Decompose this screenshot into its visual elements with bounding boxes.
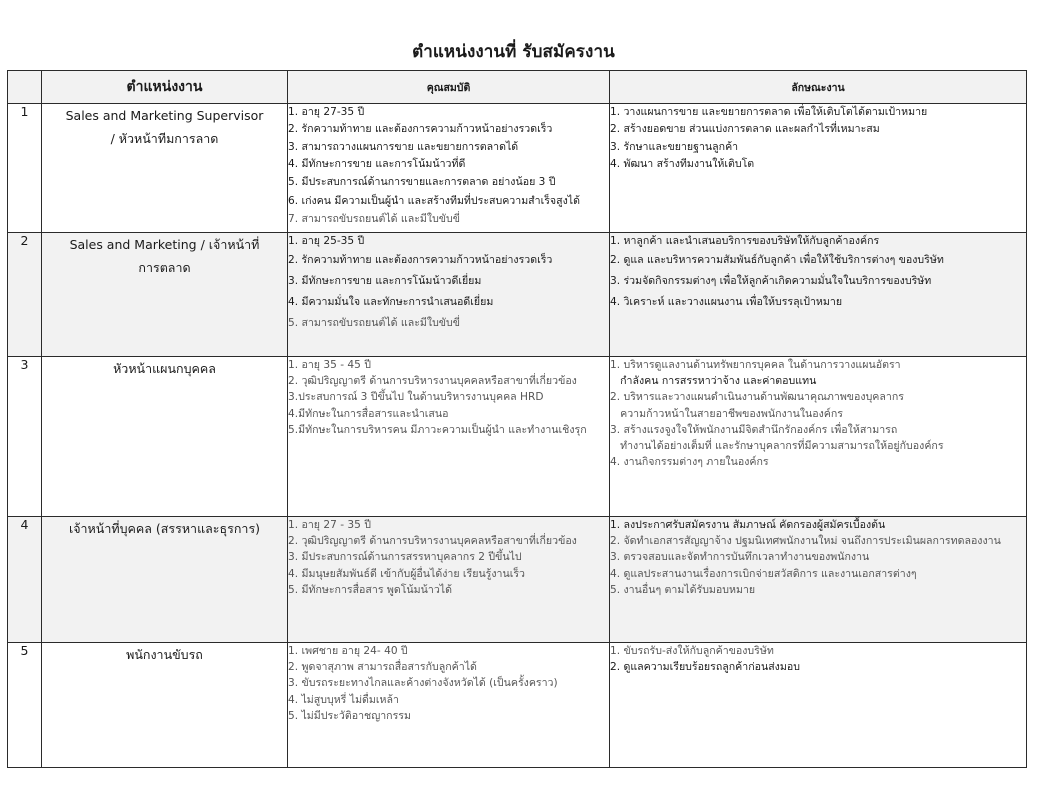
qualification-item: 5.มีทักษะในการบริหารคน มีภาวะความเป็นผู้นำ และทำงานเชิงรุก bbox=[288, 423, 587, 436]
description-cell bbox=[610, 517, 1027, 643]
description-item: 4. พัฒนา สร้างทีมงานให้เติบโต bbox=[610, 158, 755, 171]
description-cell bbox=[610, 643, 1027, 768]
table-row bbox=[8, 517, 1027, 643]
qualification-item: 1. อายุ 27 - 35 ปี bbox=[288, 519, 371, 531]
position-cell bbox=[42, 357, 288, 517]
description-cell bbox=[610, 233, 1027, 357]
position-cell bbox=[42, 643, 288, 768]
qualification-item: 5. สามารถขับรถยนต์ได้ และมีใบขับขี่ bbox=[288, 316, 460, 329]
qualification-item: 2. พูดจาสุภาพ สามารถสื่อสารกับลูกค้าได้ bbox=[288, 661, 477, 674]
table-header-row bbox=[8, 71, 1027, 104]
qualification-item: 2. รักความท้าทาย และต้องการความก้าวหน้าอย่างรวดเร็ว bbox=[288, 123, 553, 136]
qualification-item: 4.มีทักษะในการสื่อสารและนำเสนอ bbox=[288, 407, 449, 420]
position-title-line: Sales and Marketing Supervisor bbox=[65, 108, 264, 123]
description-item: ความก้าวหน้าในสายอาชีพของพนักงานในองค์กร bbox=[610, 407, 843, 420]
qualification-item: 1. อายุ 27-35 ปี bbox=[288, 106, 365, 118]
qualification-item: 3. ขับรถระยะทางไกลและค้างต่างจังหวัดได้ (เป็นครั้งคราว) bbox=[288, 677, 558, 690]
description-item: 1. ขับรถรับ-ส่งให้กับลูกค้าของบริษัท bbox=[610, 645, 774, 657]
qualifications-cell bbox=[288, 104, 610, 233]
description-item: 2. บริหารและวางแผนดำเนินงานด้านพัฒนาคุณภาพของบุคลากร bbox=[610, 391, 904, 404]
description-item: 2. ดูแลความเรียบร้อยรถลูกค้าก่อนส่งมอบ bbox=[610, 661, 800, 674]
header-position: ตำแหน่งงาน bbox=[42, 71, 288, 104]
description-item: 3. ร่วมจัดกิจกรรมต่างๆ เพื่อให้ลูกค้าเกิดความมั่นใจในบริการของบริษัท bbox=[610, 275, 932, 288]
header-description: ลักษณะงาน bbox=[610, 71, 1027, 104]
qualifications-cell bbox=[288, 517, 610, 643]
qualification-item: 5. มีประสบการณ์ด้านการขายและการตลาด อย่างน้อย 3 ปี bbox=[288, 175, 556, 188]
position-title-line: / หัวหน้าทีมการลาด bbox=[110, 131, 219, 146]
table-row bbox=[8, 104, 1027, 233]
qualification-item: 5. มีทักษะการสื่อสาร พูดโน้มน้าวได้ bbox=[288, 583, 453, 596]
position-cell bbox=[42, 104, 288, 233]
qualification-item: 4. มีความมั่นใจ และทักษะการนำเสนอดีเยี่ยม bbox=[288, 295, 494, 308]
qualification-item: 1. อายุ 35 - 45 ปี bbox=[288, 359, 371, 371]
row-number: 1 bbox=[8, 104, 42, 233]
qualification-item: 4. ไม่สูบบุหรี่ ไม่ดื่มเหล้า bbox=[288, 693, 399, 706]
description-item: 1. บริหารดูแลงานด้านทรัพยากรบุคคล ในด้านการวางแผนอัตรา bbox=[610, 359, 901, 371]
row-number: 2 bbox=[8, 233, 42, 357]
description-item: 4. วิเคราะห์ และวางแผนงาน เพื่อให้บรรลุเป้าหมาย bbox=[610, 295, 843, 308]
description-item: 2. สร้างยอดขาย ส่วนแบ่งการตลาด และผลกำไรที่เหมาะสม bbox=[610, 123, 880, 136]
position-title-line: การตลาด bbox=[138, 260, 191, 275]
description-item: 1. ลงประกาศรับสมัครงาน สัมภาษณ์ คัดกรองผู้สมัครเบื้องต้น bbox=[610, 519, 886, 531]
description-item: 3. รักษาและขยายฐานลูกค้า bbox=[610, 140, 739, 153]
row-number: 5 bbox=[8, 643, 42, 768]
qualification-item: 3. สามารถวางแผนการขาย และขยายการตลาดได้ bbox=[288, 140, 519, 153]
qualifications-cell bbox=[288, 643, 610, 768]
description-item: กำลังคน การสรรหาว่าจ้าง และค่าตอบแทน bbox=[610, 375, 817, 388]
description-item: 3. ตรวจสอบและจัดทำการบันทึกเวลาทำงานของพนักงาน bbox=[610, 551, 870, 564]
qualification-item: 5. ไม่มีประวัติอาชญากรรม bbox=[288, 709, 411, 722]
qualification-item: 3.ประสบการณ์ 3 ปีขึ้นไป ในด้านบริหารงานบุคคล HRD bbox=[288, 391, 544, 404]
description-item: 3. สร้างแรงจูงใจให้พนักงานมีจิตสำนึกรักองค์กร เพื่อให้สามารถ bbox=[610, 423, 898, 436]
position-title-line: เจ้าหน้าที่บุคคล (สรรหาและธุรการ) bbox=[68, 521, 261, 536]
qualification-item: 3. มีประสบการณ์ด้านการสรรหาบุคลากร 2 ปีขึ้นไป bbox=[288, 551, 522, 564]
description-item: 2. จัดทำเอกสารสัญญาจ้าง ปฐมนิเทศพนักงานใหม่ จนถึงการประเมินผลการทดลองงาน bbox=[610, 535, 1001, 548]
position-cell bbox=[42, 517, 288, 643]
description-item: 1. หาลูกค้า และนำเสนอบริการของบริษัทให้กับลูกค้าองค์กร bbox=[610, 235, 880, 247]
header-number-cell bbox=[8, 71, 42, 104]
description-cell bbox=[610, 104, 1027, 233]
qualification-item: 2. รักความท้าทาย และต้องการความก้าวหน้าอย่างรวดเร็ว bbox=[288, 254, 553, 267]
position-title-line: Sales and Marketing / เจ้าหน้าที่ bbox=[69, 237, 260, 252]
position-title-line: พนักงานขับรถ bbox=[126, 647, 203, 662]
description-item: 5. งานอื่นๆ ตามได้รับมอบหมาย bbox=[610, 583, 756, 596]
qualification-item: 6. เก่งคน มีความเป็นผู้นำ และสร้างทีมที่ประสบความสำเร็จสูงได้ bbox=[288, 195, 580, 208]
description-item: 2. ดูแล และบริหารความสัมพันธ์กับลูกค้า เพื่อให้ใช้บริการต่างๆ ของบริษัท bbox=[610, 254, 944, 267]
qualification-item: 4. มีมนุษยสัมพันธ์ดี เข้ากับผู้อื่นได้ง่าย เรียนรู้งานเร็ว bbox=[288, 567, 525, 580]
description-cell bbox=[610, 357, 1027, 517]
description-item: ทำงานได้อย่างเต็มที่ และรักษาบุคลากรที่มีความสามารถให้อยู่กับองค์กร bbox=[610, 440, 944, 453]
qualifications-cell bbox=[288, 357, 610, 517]
qualifications-cell bbox=[288, 233, 610, 357]
page-title: ตำแหน่งงานที่ รับสมัครงาน bbox=[412, 42, 615, 62]
table-row bbox=[8, 233, 1027, 357]
qualification-item: 7. สามารถขับรถยนต์ได้ และมีใบขับขี่ bbox=[288, 213, 460, 226]
description-item: 4. งานกิจกรรมต่างๆ ภายในองค์กร bbox=[610, 456, 769, 469]
qualification-item: 1. อายุ 25-35 ปี bbox=[288, 235, 365, 247]
qualification-item: 4. มีทักษะการขาย และการโน้มน้าวที่ดี bbox=[288, 158, 466, 171]
qualification-item: 2. วุฒิปริญญาตรี ด้านการบริหารงานบุคคลหรือสาขาที่เกี่ยวข้อง bbox=[288, 535, 577, 548]
job-openings-table bbox=[7, 70, 1027, 768]
row-number: 3 bbox=[8, 357, 42, 517]
position-title-line: หัวหน้าแผนกบุคคล bbox=[113, 361, 216, 376]
qualification-item: 1. เพศชาย อายุ 24- 40 ปี bbox=[288, 645, 408, 657]
position-cell bbox=[42, 233, 288, 357]
description-item: 1. วางแผนการขาย และขยายการตลาด เพื่อให้เติบโตได้ตามเป้าหมาย bbox=[610, 106, 928, 118]
table-row bbox=[8, 643, 1027, 768]
row-number: 4 bbox=[8, 517, 42, 643]
qualification-item: 2. วุฒิปริญญาตรี ด้านการบริหารงานบุคคลหรือสาขาที่เกี่ยวข้อง bbox=[288, 375, 577, 388]
qualification-item: 3. มีทักษะการขาย และการโน้มน้าวดีเยี่ยม bbox=[288, 275, 482, 288]
table-row bbox=[8, 357, 1027, 517]
header-qualifications: คุณสมบัติ bbox=[288, 71, 610, 104]
description-item: 4. ดูแลประสานงานเรื่องการเบิกจ่ายสวัสดิการ และงานเอกสารต่างๆ bbox=[610, 567, 917, 580]
